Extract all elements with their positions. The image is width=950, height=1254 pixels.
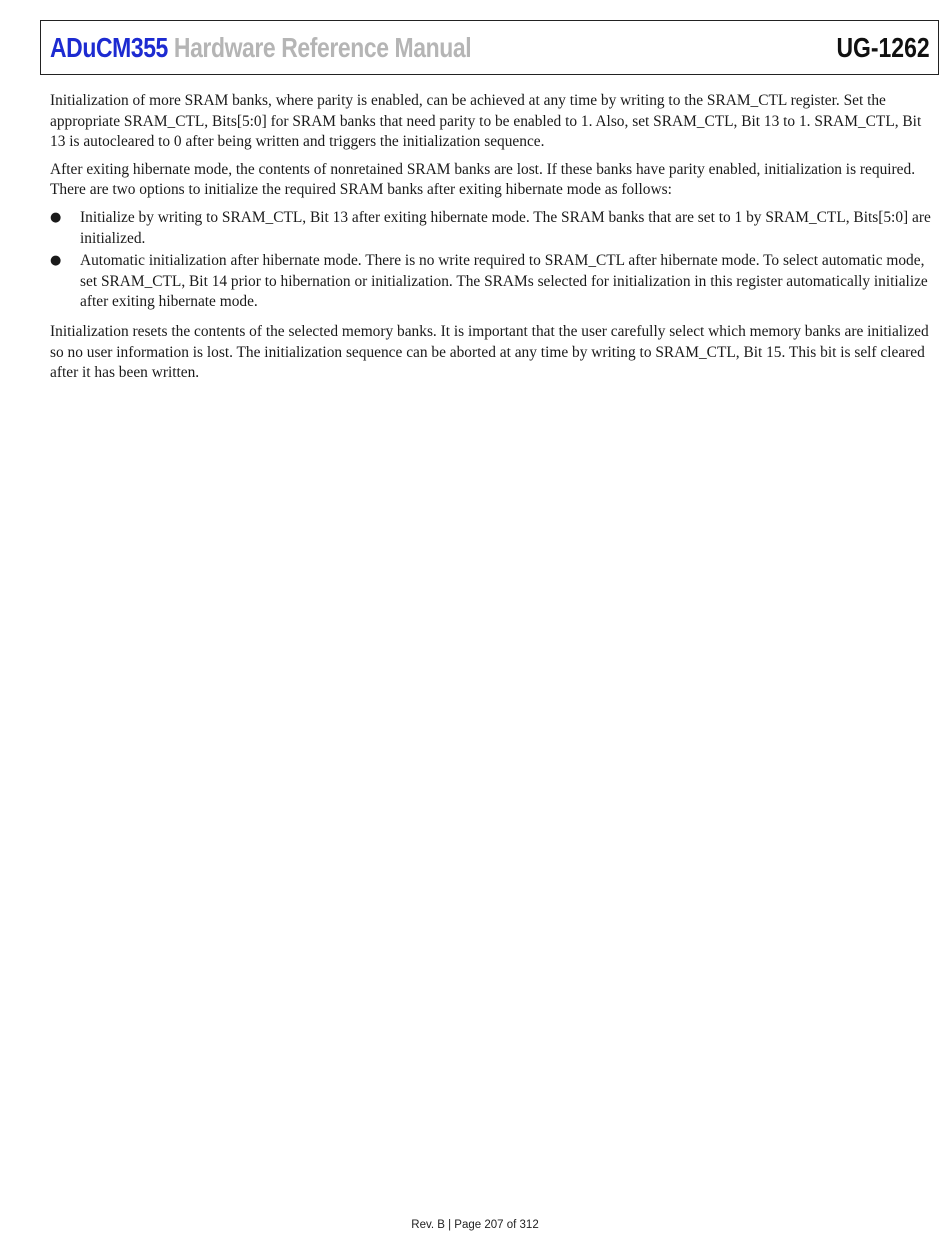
list-item-text: Initialize by writing to SRAM_CTL, Bit 13 after exiting hibernate mode. The SRAM banks that are set to 1 by SRAM_CTL, Bits[5:0] are initialized. — [80, 208, 931, 247]
page-body — [50, 91, 934, 391]
page-footer: Rev. B | Page 207 of 312 — [411, 1219, 539, 1231]
list-item — [50, 251, 934, 313]
product-name: ADuCM355 — [50, 32, 168, 63]
paragraph-init-reset: Initialization resets the contents of the selected memory banks. It is important that the user carefully select which memory banks are initialized so no user information is lost. The initialization sequence can be aborted at any time by writing to SRAM_CTL, Bit 15. This bit is self cleared after it has been written. — [50, 322, 929, 382]
bullet-icon: ● — [50, 253, 62, 269]
paragraph-hibernate-exit: After exiting hibernate mode, the contents of nonretained SRAM banks are lost. If these banks have parity enabled, initialization is required. There are two options to initialize the required SRAM banks after exiting hibernate mode as follows: — [50, 160, 916, 199]
document-number: UG-1262 — [836, 32, 930, 63]
header-title — [50, 30, 471, 66]
paragraph-sram-parity-init: Initialization of more SRAM banks, where parity is enabled, can be achieved at any time by writing to the SRAM_CTL register. Set the appropriate SRAM_CTL, Bits[5:0] for SRAM banks that need parity to be enabled to 1. Also, set SRAM_CTL, Bit 13 to 1. SRAM_CTL, Bit 13 is autocleared to 0 after being written and triggers the initialization sequence. — [50, 92, 922, 151]
manual-title: Hardware Reference Manual — [173, 32, 472, 63]
list-item — [50, 208, 934, 249]
init-options-list — [50, 208, 934, 313]
page-header — [40, 20, 939, 75]
bullet-icon: ● — [50, 209, 62, 225]
list-item-text: Automatic initialization after hibernate mode. There is no write required to SRAM_CTL after hibernate mode. To select automatic mode, set SRAM_CTL, Bit 14 prior to hibernation or initialization. The SRAMs selected for initialization in this register automatically initialize after exiting hibernate mode. — [80, 252, 928, 311]
